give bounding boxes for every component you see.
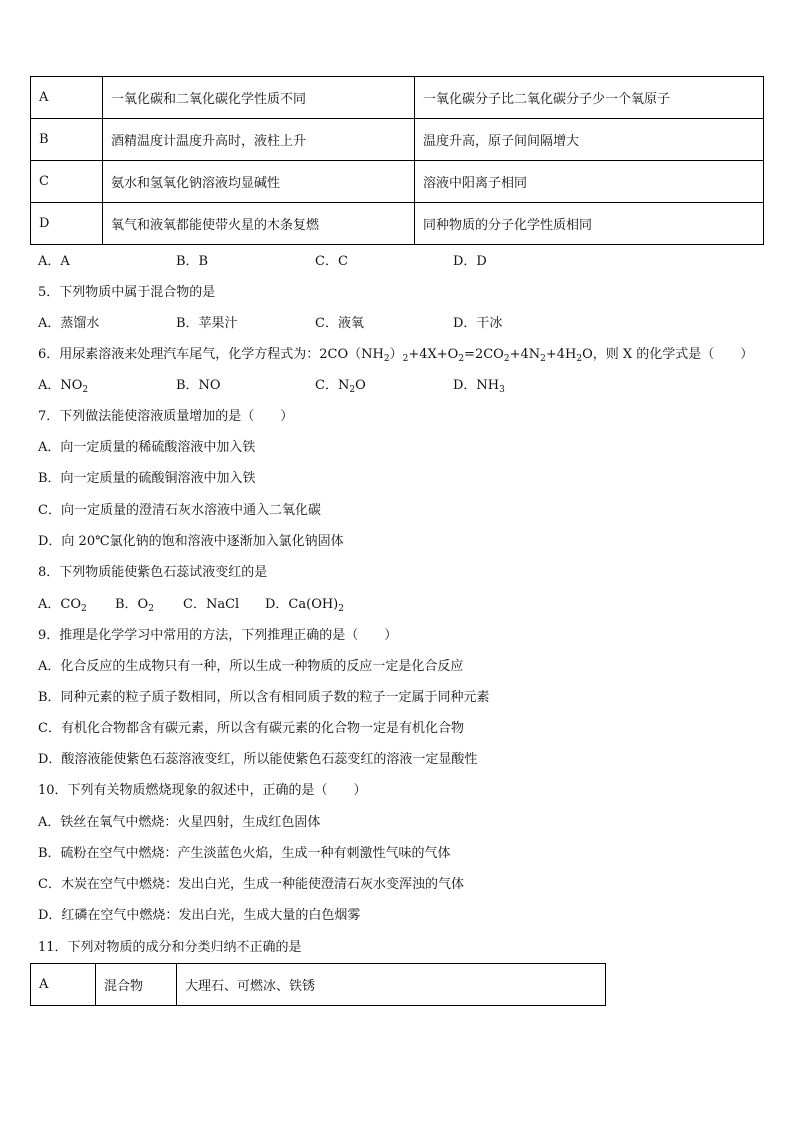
q7-option-c[interactable]: C．向一定质量的澄清石灰水溶液中通入二氧化碳 (38, 503, 321, 518)
q4-option-c[interactable]: C．C (315, 254, 348, 269)
question4-table (30, 76, 764, 245)
reason-cell: 同种物质的分子化学性质相同 (415, 203, 764, 245)
row-label: D (31, 203, 103, 245)
q5-option-d[interactable]: D．干冰 (453, 316, 503, 331)
q6-option-d[interactable]: D．$NH_3$ (453, 378, 505, 395)
q7-option-a[interactable]: A．向一定质量的稀硫酸溶液中加入铁 (38, 440, 256, 455)
q7-option-d[interactable]: D．向 20℃氯化钠的饱和溶液中逐渐加入氯化钠固体 (38, 534, 344, 549)
q9-option-b[interactable]: B．同种元素的粒子质子数相同，所以含有相同质子数的粒子一定属于同种元素 (38, 690, 490, 705)
question10-stem: 10．下列有关物质燃烧现象的叙述中，正确的是（ ） (38, 783, 367, 798)
q10-option-b[interactable]: B．硫粉在空气中燃烧：产生淡蓝色火焰，生成一种有刺激性气味的气体 (38, 846, 451, 861)
q7-option-b[interactable]: B．向一定质量的硫酸铜溶液中加入铁 (38, 471, 256, 486)
q5-option-a[interactable]: A．蒸馏水 (38, 316, 100, 331)
table-row (31, 119, 764, 161)
q8-option-d[interactable]: D．$Ca(OH)_2$ (265, 597, 344, 614)
q9-option-d[interactable]: D．酸溶液能使紫色石蕊溶液变红，所以能使紫色石蕊变红的溶液一定显酸性 (38, 752, 478, 767)
reason-cell: 一氧化碳分子比二氧化碳分子少一个氧原子 (415, 77, 764, 119)
row-label: B (31, 119, 103, 161)
items-cell: 大理石、可燃冰、铁锈 (177, 964, 606, 1006)
q10-option-a[interactable]: A．铁丝在氧气中燃烧：火星四射，生成红色固体 (38, 815, 321, 830)
reason-cell: 温度升高，原子间间隔增大 (415, 119, 764, 161)
q4-option-d[interactable]: D．D (453, 254, 487, 269)
table-row (31, 77, 764, 119)
row-label: A (31, 77, 103, 119)
q6-option-c[interactable]: C．$N_2O$ (315, 378, 366, 395)
category-cell: 混合物 (96, 964, 177, 1006)
table-row (31, 964, 606, 1006)
table-row (31, 161, 764, 203)
row-label: A (31, 964, 96, 1006)
q10-option-c[interactable]: C．木炭在空气中燃烧：发出白光，生成一种能使澄清石灰水变浑浊的气体 (38, 877, 464, 892)
q4-option-b[interactable]: B．B (176, 254, 209, 269)
fact-cell: 氧气和液氧都能使带火星的木条复燃 (103, 203, 415, 245)
question5-stem: 5．下列物质中属于混合物的是 (38, 285, 216, 300)
q10-option-d[interactable]: D．红磷在空气中燃烧：发出白光，生成大量的白色烟雾 (38, 908, 361, 923)
fact-cell: 酒精温度计温度升高时，液柱上升 (103, 119, 415, 161)
fact-cell: 氨水和氢氧化钠溶液均显碱性 (103, 161, 415, 203)
q5-option-c[interactable]: C．液氧 (315, 316, 364, 331)
question6-stem: 6．用尿素溶液来处理汽车尾气，化学方程式为：$2CO(NH_2)_2+4X+O_2=2CO_2+4N_2+4H_2O$，则 X 的化学式是（ ） (38, 347, 754, 364)
fact-cell: 一氧化碳和二氧化碳化学性质不同 (103, 77, 415, 119)
q9-option-c[interactable]: C．有机化合物都含有碳元素，所以含有碳元素的化合物一定是有机化合物 (38, 721, 464, 736)
q6-option-a[interactable]: A．$NO_2$ (38, 378, 89, 395)
q8-option-b[interactable]: B．$O_2$ (115, 597, 154, 614)
question11-stem: 11．下列对物质的成分和分类归纳不正确的是 (38, 940, 302, 955)
row-label: C (31, 161, 103, 203)
question7-stem: 7．下列做法能使溶液质量增加的是（ ） (38, 409, 294, 424)
q4-option-a[interactable]: A．A (38, 254, 70, 269)
q6-option-b[interactable]: B．NO (176, 378, 221, 393)
q9-option-a[interactable]: A．化合反应的生成物只有一种，所以生成一种物质的反应一定是化合反应 (38, 659, 464, 674)
question11-table (30, 963, 606, 1006)
q8-option-c[interactable]: C．NaCl (183, 597, 240, 612)
question9-stem: 9．推理是化学学习中常用的方法，下列推理正确的是（ ） (38, 628, 398, 643)
reason-cell: 溶液中阳离子相同 (415, 161, 764, 203)
table-row (31, 203, 764, 245)
question8-stem: 8．下列物质能使紫色石蕊试液变红的是 (38, 565, 268, 580)
q5-option-b[interactable]: B．苹果汁 (176, 316, 238, 331)
q8-option-a[interactable]: A．$CO_2$ (38, 597, 87, 614)
